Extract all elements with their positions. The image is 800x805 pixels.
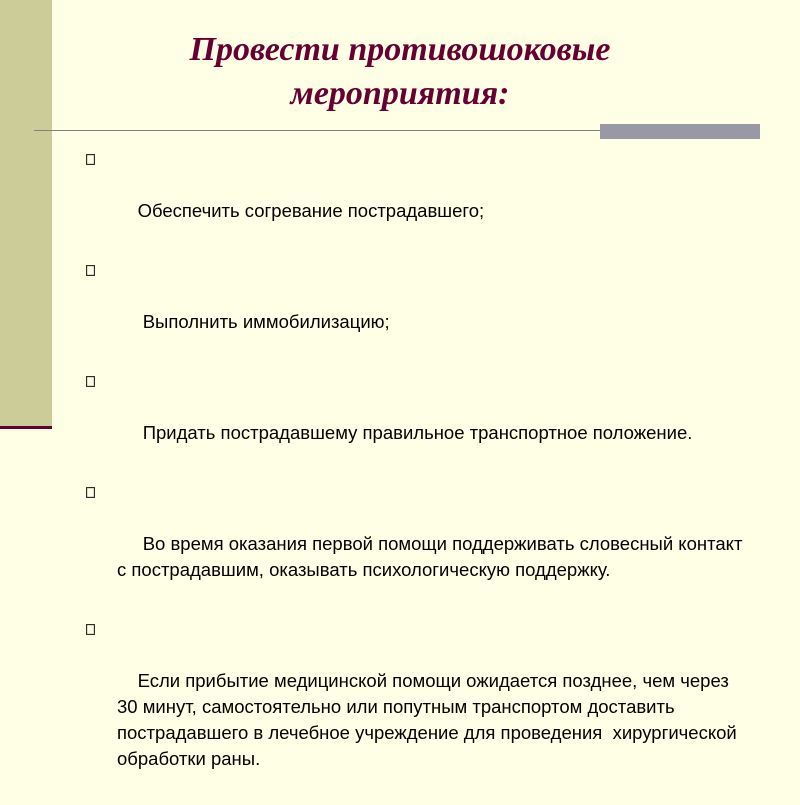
list-item-text: Выполнить иммобилизацию; [137, 311, 390, 332]
bullet-list [86, 146, 746, 805]
hollow-square-bullet-icon [86, 624, 95, 635]
list-item-text: Обеспечить согревание пострадавшего; [137, 200, 485, 221]
list-item [86, 146, 746, 250]
list-item [86, 368, 746, 472]
list-item-text: Во время оказания первой помощи поддерживать словесный контакт с пострадавшим, оказывать психологическую поддержку. [117, 533, 748, 580]
hollow-square-bullet-icon [86, 154, 95, 165]
list-item [86, 616, 746, 798]
list-item [86, 479, 746, 609]
list-item-text: Придать пострадавшему правильное транспортное положение. [137, 422, 693, 443]
left-decorative-band [0, 0, 52, 426]
hollow-square-bullet-icon [86, 487, 95, 498]
hollow-square-bullet-icon [86, 376, 95, 387]
left-band-underline [0, 426, 52, 429]
slide-title [60, 28, 740, 116]
title-divider-accent-block [600, 124, 760, 139]
list-item-text: Если прибытие медицинской помощи ожидается позднее, чем через 30 минут, самостоятельно или попутным транспортом доставить пострадавшего в лечебное учреждение для проведения хирургической обработки раны. [117, 670, 742, 769]
hollow-square-bullet-icon [86, 265, 95, 276]
title-divider-line [34, 130, 600, 131]
list-item [86, 257, 746, 361]
slide-title-line-1: Провести противошоковые [189, 31, 611, 68]
slide-title-line-2: мероприятия: [290, 75, 510, 112]
